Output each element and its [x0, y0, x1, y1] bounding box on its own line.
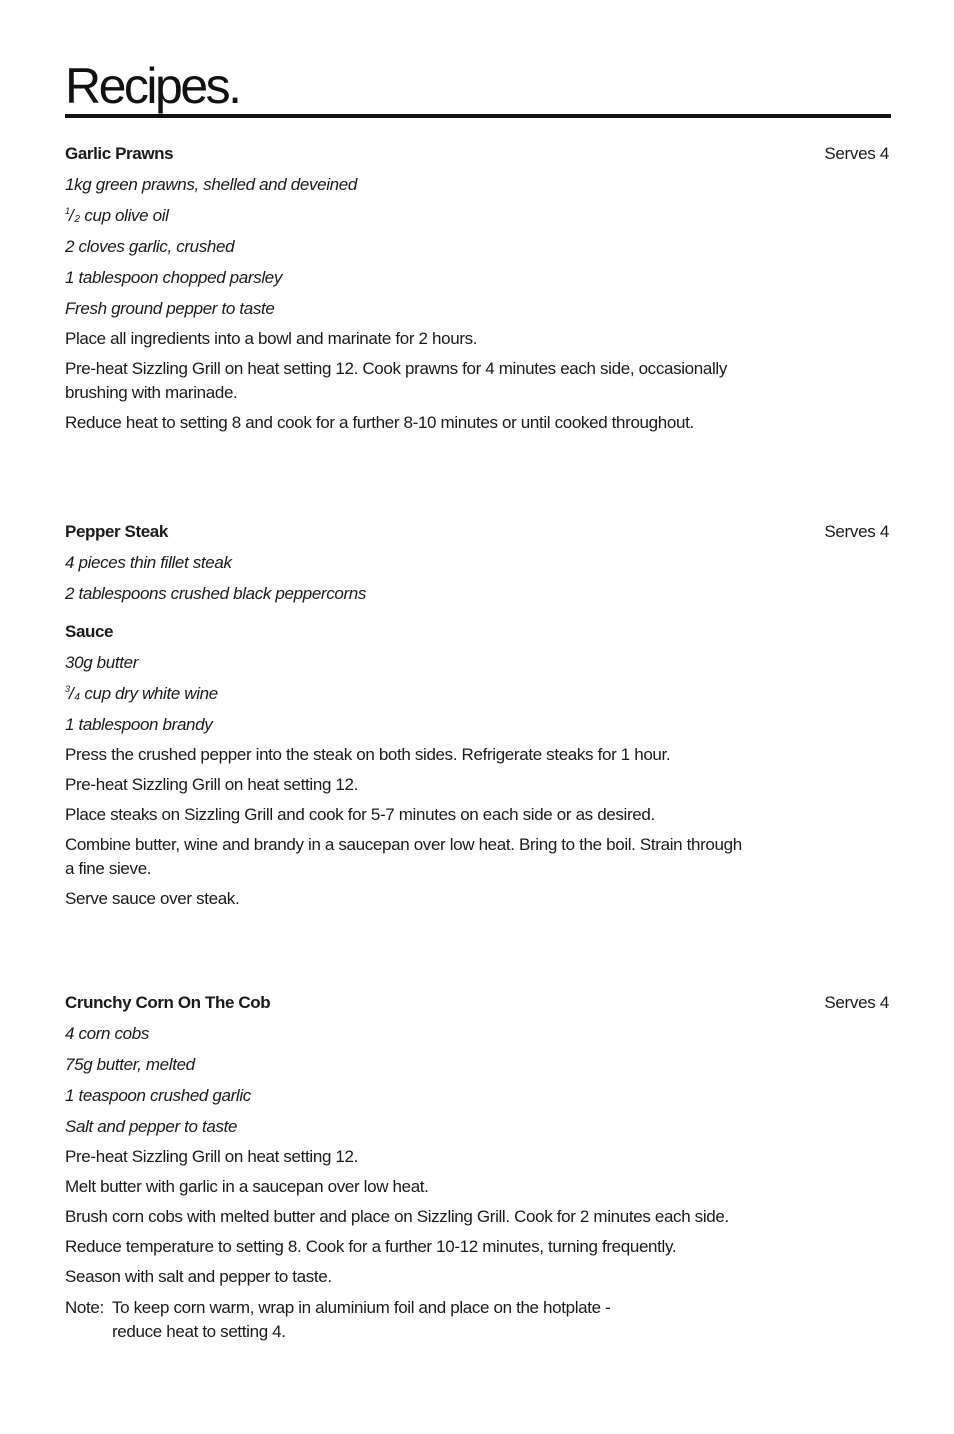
- serves-label: Serves 4: [824, 522, 889, 541]
- method-step: Brush corn cobs with melted butter and place on Sizzling Grill. Cook for 2 minutes each side.: [65, 1207, 729, 1226]
- recipe-header: [65, 143, 891, 165]
- ingredient-item: Salt and pepper to taste: [65, 1117, 238, 1136]
- recipe-crunchy-corn: [65, 992, 891, 1344]
- method-step: Reduce heat to setting 8 and cook for a further 8-10 minutes or until cooked throughout.: [65, 413, 694, 432]
- sauce-heading: Sauce: [65, 622, 114, 641]
- ingredient-text: cup olive oil: [79, 206, 169, 225]
- method-step: Pre-heat Sizzling Grill on heat setting 12.: [65, 775, 359, 794]
- serves-label: Serves 4: [824, 993, 889, 1012]
- note-label: Note:: [65, 1298, 104, 1317]
- ingredient-item: 1 tablespoon brandy: [65, 715, 213, 734]
- recipe-note: [65, 1296, 891, 1344]
- fraction-numerator: 3: [65, 684, 71, 694]
- ingredient-text: cup dry white wine: [79, 684, 218, 703]
- method-step: Melt butter with garlic in a saucepan over low heat.: [65, 1177, 429, 1196]
- note-text: To keep corn warm, wrap in aluminium foil and place on the hotplate - reduce heat to setting 4.: [112, 1298, 611, 1341]
- ingredient-item: 1 tablespoon chopped parsley: [65, 268, 283, 287]
- method-step: Combine butter, wine and brandy in a saucepan over low heat. Bring to the boil. Strain through a fine sieve.: [65, 835, 742, 878]
- recipe-name: Pepper Steak: [65, 522, 168, 541]
- ingredient-item: 4 pieces thin fillet steak: [65, 553, 232, 572]
- method-step: Serve sauce over steak.: [65, 889, 240, 908]
- recipe-header: [65, 992, 891, 1014]
- ingredient-item: Fresh ground pepper to taste: [65, 299, 275, 318]
- ingredient-item: 1 teaspoon crushed garlic: [65, 1086, 251, 1105]
- method-step: Place all ingredients into a bowl and marinate for 2 hours.: [65, 329, 478, 348]
- method-step: Reduce temperature to setting 8. Cook for a further 10-12 minutes, turning frequently.: [65, 1237, 677, 1256]
- ingredient-item: 4 corn cobs: [65, 1024, 150, 1043]
- title-rule: [65, 114, 891, 118]
- page-title: Recipes.: [65, 58, 240, 114]
- method-step: Press the crushed pepper into the steak on both sides. Refrigerate steaks for 1 hour.: [65, 745, 671, 764]
- recipe-pepper-steak: [65, 521, 891, 911]
- ingredient-item: $^3/_4$ cup dry white wine: [65, 684, 218, 703]
- fraction-numerator: 1: [65, 206, 71, 216]
- method-step: Pre-heat Sizzling Grill on heat setting 12.: [65, 1147, 359, 1166]
- method-step: Place steaks on Sizzling Grill and cook for 5-7 minutes on each side or as desired.: [65, 805, 655, 824]
- ingredient-item: 1kg green prawns, shelled and deveined: [65, 175, 357, 194]
- recipe-name: Crunchy Corn On The Cob: [65, 993, 271, 1012]
- ingredient-item: $^1/_2$ cup olive oil: [65, 206, 169, 225]
- serves-label: Serves 4: [824, 144, 889, 163]
- ingredient-item: 75g butter, melted: [65, 1055, 195, 1074]
- fraction-denominator: 4: [74, 692, 80, 703]
- ingredient-item: 2 cloves garlic, crushed: [65, 237, 235, 256]
- recipe-name: Garlic Prawns: [65, 144, 174, 163]
- recipe-garlic-prawns: [65, 143, 891, 435]
- ingredient-item: 2 tablespoons crushed black peppercorns: [65, 584, 367, 603]
- method-step: Season with salt and pepper to taste.: [65, 1267, 332, 1286]
- ingredient-item: 30g butter: [65, 653, 139, 672]
- recipe-header: [65, 521, 891, 543]
- fraction-denominator: 2: [74, 214, 80, 225]
- method-step: Pre-heat Sizzling Grill on heat setting 12. Cook prawns for 4 minutes each side, occasionally brushing with marinade.: [65, 359, 727, 402]
